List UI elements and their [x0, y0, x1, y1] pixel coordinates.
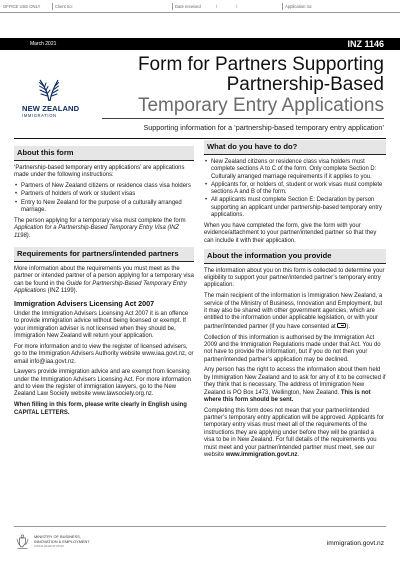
footer-url[interactable]: immigration.govt.nz	[326, 540, 384, 547]
capital-letters-note	[14, 402, 194, 417]
list-item: • Applicants for, or holders of, student or work visas must complete sections A and B of the form.	[204, 182, 386, 197]
list-item: • Entry to New Zealand for the purpose of a culturally arranged marriage.	[14, 200, 194, 215]
about-form-heading: About this form	[14, 146, 194, 161]
text: ).	[346, 323, 350, 330]
about-form-list	[14, 183, 194, 214]
footer-divider	[14, 526, 386, 527]
left-column	[14, 146, 194, 421]
text: The main recipient of the information is Immigration New Zealand, a service of the Ministry of Business, Innovation and Employment, but it may also be shared with other government agencies, which are entitled to the information under applicable legislation, or with your partner/intended partner (if you have consented at	[204, 293, 383, 330]
logo-name: NEW ZEALAND	[22, 104, 80, 113]
what-to-do-list	[204, 159, 386, 219]
approval-paragraph	[204, 408, 386, 459]
what-to-do-paragraph: When you have completed the form, give the form with your evidence/attachment to your partner/intended partner so that they can include it with their application.	[204, 222, 377, 244]
nz-coat-of-arms-icon	[16, 534, 29, 550]
info-paragraph: The information about you on this form is collected to determine your eligibility to support your partner/intended partner’s temporary entry application.	[204, 267, 385, 289]
list-item: • Partners of New Zealand citizens or residence class visa holders	[14, 183, 194, 190]
title-divider	[102, 118, 384, 119]
text: Any person has the right to access the information about them held by Immigration New Zealand and to ask for any of it to be corrected if they think that is necessary. The address of Immigration New Zealand is PO Box 1473, Wellington, New Zealand.	[204, 367, 386, 396]
about-form-paragraph	[14, 218, 194, 240]
text: Completing this form does not mean that your partner/intended partner’s temporary entry application will be approved. Applicants for temporary entry visas must meet all of the requirements of the instructions they are applying under before they will be granted a visa to be in New Zealand. For full details of the requirements you must meet and your partner/intended partner must meet, see our website	[204, 407, 384, 458]
page-title-line1: Form for Partners Supporting	[137, 54, 384, 75]
info-box-icon	[337, 323, 346, 329]
ministry-line1: MINISTRY OF BUSINESS,	[34, 534, 81, 539]
ministry-line3: HIKINA WHAKATUTUKI	[34, 543, 65, 548]
nz-immigration-logo	[18, 78, 88, 126]
form-reference: Application for a Partnership-Based Temporary Entry Visa (INZ 1198).	[14, 225, 180, 239]
client-no-field[interactable]: Client no:	[52, 3, 166, 10]
text: (INZ 1199).	[46, 287, 78, 294]
office-use-label: OFFICE USE ONLY	[3, 4, 41, 9]
access-paragraph	[204, 367, 386, 404]
lawyers-paragraph: Lawyers provide immigration advice and are exempt from licensing under the Immigration Advisers Licensing Act. For more information and to view the register of immigration lawyers, go to the New Zealand Law Society website www.lawsociety.org.nz.	[14, 369, 191, 398]
collection-paragraph: Collection of this information is authorised by the Immigration Act 2009 and the Immigration Regulations made under that Act. You do not have to provide the information, but if you do not then your partner/intended partner’s application may be declined.	[204, 334, 381, 363]
date-received-field[interactable]: Date received	[172, 3, 212, 10]
register-paragraph: For more information and to view the register of licensed advisers, go to the Immigration Advisers Authority website www.iaa.govt.nz, or email info@iaa.govt.nz.	[14, 343, 194, 365]
office-use-strip	[0, 0, 400, 13]
logo-sub: IMMIGRATION	[22, 113, 57, 118]
main-divider	[14, 138, 386, 139]
requirements-paragraph	[14, 266, 194, 295]
what-to-do-heading: What do you have to do?	[204, 140, 386, 155]
list-item: • New Zealand citizens or residence class visa holders must complete sections A to C of the form. Only complete Section D: Culturally arranged marriage requirements if it applies to you.	[204, 159, 386, 181]
licensing-act-heading: Immigration Advisers Licensing Act 2007	[14, 298, 155, 308]
date-slash: /	[236, 4, 238, 9]
requirements-heading: Requirements for partners/intended partners	[14, 247, 194, 262]
info-recipient-paragraph	[204, 293, 386, 331]
warning-text: This is not where this form should be sent.	[204, 389, 371, 403]
form-code: INZ 1146	[347, 39, 384, 49]
guide-reference: Guide for Partnership-Based Temporary Entry Applications	[14, 280, 187, 294]
silver-fern-icon	[38, 78, 60, 102]
text: More information about the requirements you must meet as the partner or intended partner of a person applying for a temporary visa can be found in the	[14, 265, 194, 287]
about-form-intro: ‘Partnership-based temporary entry applications’ are applications made under the following instructions:	[14, 165, 185, 179]
page-subtitle: Supporting information for a ‘partnership-based temporary entry application’	[143, 123, 384, 132]
list-item: • All applicants must complete Section E: Declaration by person supporting an applicant under partnership-based temporary entry applications.	[204, 197, 386, 219]
info-provide-heading: About the information you provide	[204, 249, 386, 264]
header-bar	[0, 38, 400, 50]
ministry-line2: INNOVATION & EMPLOYMENT	[34, 538, 90, 544]
mbie-logo	[16, 534, 106, 554]
right-column	[204, 140, 386, 463]
page-title-line3: Temporary Entry Applications	[137, 95, 384, 116]
form-date: March 2021	[30, 41, 57, 47]
licensing-paragraph: Under the Immigration Advisers Licensing Act 2007 it is an offence to provide immigration advice without being licensed or exempt. If your immigration adviser is not licensed when they should be, Immigration New Zealand will return your application.	[14, 310, 189, 339]
page-title-line2: Partnership-Based	[226, 74, 384, 95]
list-item: • Partners of holders of work or student visas	[14, 191, 194, 198]
text: The person applying for a temporary visa must complete the form	[14, 217, 186, 224]
website-link[interactable]: www.immigration.govt.nz	[225, 451, 298, 458]
instruction-text: When filling in this form, please write clearly in English using CAPITAL LETTERS.	[14, 402, 187, 416]
text: .	[297, 451, 300, 458]
application-no-field[interactable]: Application no:	[282, 3, 382, 10]
date-slash: /	[216, 4, 218, 9]
